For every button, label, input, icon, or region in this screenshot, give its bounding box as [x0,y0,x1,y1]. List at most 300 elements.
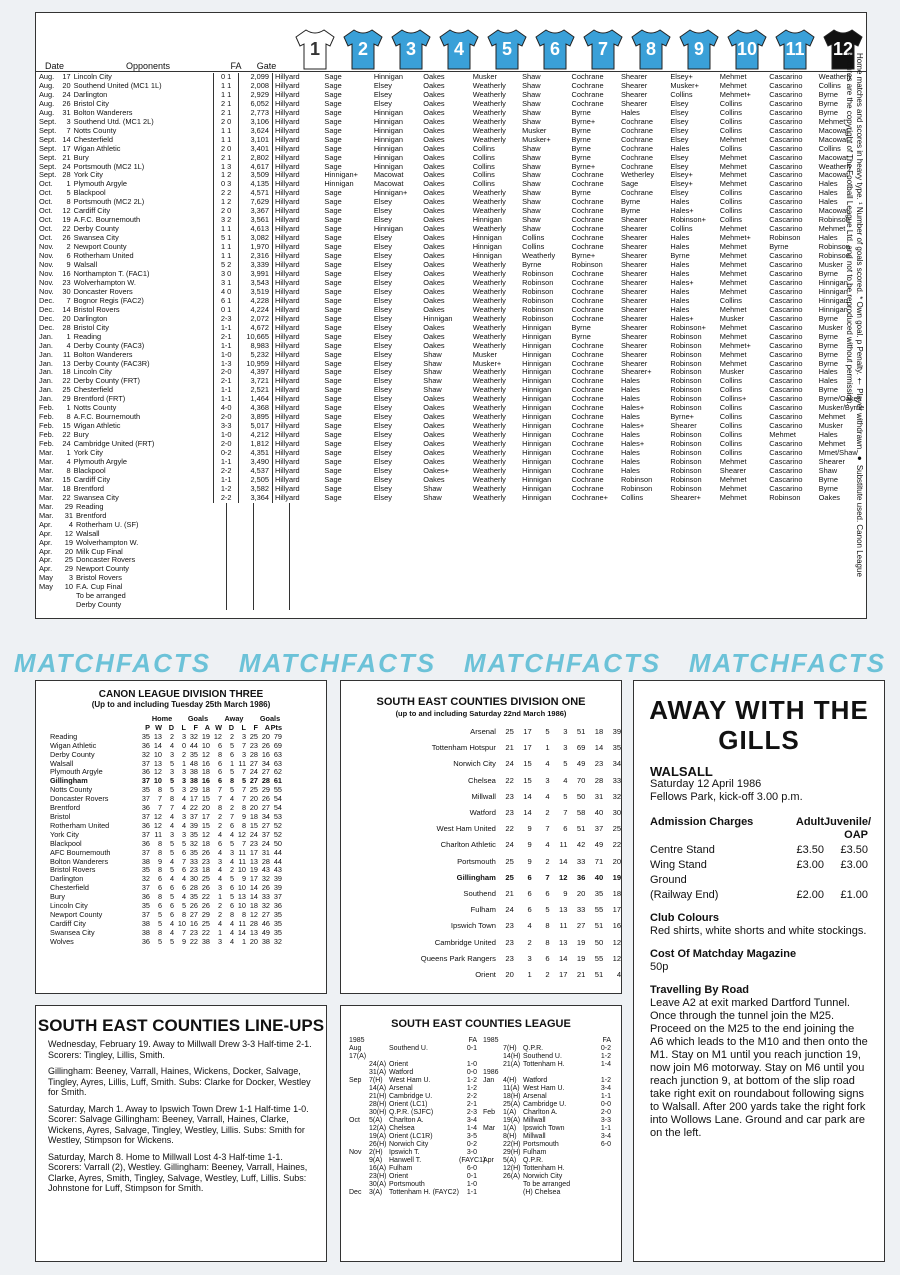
fixture-opponent: Wolverhampton W. [76,538,139,547]
fixture-row [36,368,866,377]
sec-league-cell [483,1053,503,1061]
fixture-opponent: Brentford [73,484,105,493]
fixture-score: 1-1 [213,458,238,467]
fixture-player: Elsey [373,99,392,108]
sec-league-cell: (H) Chelsea [523,1189,561,1196]
league-cell: 55 [273,785,282,795]
fixture-opponent: Bognor Regis (FAC2) [73,296,144,305]
shirt-number: 9 [693,39,704,59]
fixture-player: Cascarino [769,117,803,126]
league-cell: 13 [249,856,258,866]
fixture-opponent: Wigan Athletic [73,422,121,431]
fixture-gate [253,503,290,512]
fixture-player: Elsey [373,449,392,458]
fixture-day: 17 [62,73,71,81]
fixture-day: 3 [66,117,71,126]
fixture-player: Hinnigan [522,323,552,332]
fixture-player: Elsey [373,296,392,305]
fixture-player: Oakes [423,305,445,314]
fixture-month: Feb. [39,440,54,449]
league-cell: 3 [229,847,234,857]
fixture-player: Hillyard [275,422,300,431]
fixture-player: Hinnigan [522,440,552,449]
shirt-row [292,27,866,71]
sec-cell: 39 [612,727,622,736]
fixture-player: Sage [620,180,639,189]
sec-league-line [483,1189,613,1197]
sec-league-cell: 8(H) [503,1133,517,1140]
fixture-player: Hales [670,234,690,243]
fixture-score: 1 1 [213,225,238,234]
fixture-player: Oakes [423,135,445,144]
sec-cell: 7 [545,872,550,882]
fixture-player: Elsey [373,332,392,341]
sec-cell: 3 [527,953,532,963]
fixture-player: Cochrane [571,234,604,243]
sec-cell: 58 [576,808,586,818]
fixture-player: Robinson [522,278,554,287]
sec-cell: 25 [505,872,514,882]
league-cell: 3 [169,829,174,839]
fixture-player: Weatherly [472,278,506,287]
fixture-score: 2 1 [213,100,238,109]
fixture-player: Hinnigan [522,368,552,377]
fixture-gate: 3,106 [238,118,273,127]
league-group-label: Away [224,714,244,723]
fixture-row [36,413,866,422]
fixture-player: Hinnigan+ [373,189,408,198]
fixture-player: Cochrane [571,404,604,413]
sec-league-cell [503,1181,523,1189]
fixture-gate: 3,543 [238,279,273,288]
fixture-month: Nov. [39,278,54,287]
fixture-player: Cascarino [769,341,803,350]
fixture-row [36,467,866,476]
fixture-player: Oakes [423,261,445,270]
league-columns-header [50,724,326,733]
league-cell: 22 [189,936,198,946]
fixture-player: Byrne [818,350,838,359]
fixture-player: Elsey+ [670,73,693,81]
fixture-player: Elsey [373,314,392,323]
fixture-player: Mehmet [719,269,747,278]
fixture-player: Weatherly [472,117,506,126]
fixture-player: Shaw [522,189,541,198]
sec-league-line [349,1181,479,1189]
fixture-player: Wetherley [620,171,655,180]
fixture-player: Elsey [670,126,689,135]
fixture-player: Weatherly [472,440,506,449]
league-cell: 3 [217,856,222,866]
fixture-score: 4-0 [213,404,238,413]
league-cell: 5 [229,838,234,848]
fixture-player: Shaw [423,484,442,493]
fixture-player: Shaw [522,117,541,126]
fixture-player: Hales+ [670,314,694,323]
league-team: Bolton Wanderers [50,856,109,866]
league-cell: 4 [217,874,222,884]
fixture-player: Mehmet [719,457,747,466]
sec-league-cell: Oct [349,1117,360,1124]
league-team: Lincoln City [50,901,88,911]
fixture-player: Cascarino [769,144,803,153]
league-cell: 36 [141,820,150,830]
fixture-score: 1-1 [213,324,238,333]
fixture-player: Sage [324,359,342,368]
fixture-player: Shaw [423,368,442,377]
league-team: Walsall [50,758,74,768]
sec-league-cell: 19(A) [503,1117,521,1124]
sec-league-cell: Watford [389,1069,414,1076]
league-cell: 3 [181,767,186,777]
fixture-player: Hillyard [275,126,300,135]
league-cell: 26 [261,883,270,893]
fixture-player: Byrne [670,252,690,261]
fixture-player: Cochrane [571,216,604,225]
fixture-opponent: Reading [73,332,102,341]
sec-cell: 55 [594,905,604,915]
league-cell: 12 [153,811,162,821]
fixture-player: Elsey [373,243,392,252]
matchfacts-banner [0,648,900,678]
fixture-player: Collins [719,386,742,395]
sec-league-cell: 26(A) [503,1173,521,1180]
sec-league-cell: FA [602,1037,611,1044]
fixture-player: Macowat [818,135,849,144]
league-cell: 24 [261,838,270,848]
fixture-player: Cochrane [571,73,604,81]
league-cell: 36 [273,901,282,911]
fixture-opponent: Plymouth Argyle [73,457,128,466]
sec-cell: 18 [594,727,604,736]
fixture-player: Musker [818,261,843,270]
sec-league-cell: 31(A) [369,1069,387,1076]
league-cell: 12 [201,829,210,839]
sec-league-cell: West Ham U. [523,1085,565,1092]
fixture-player: Byrne [818,108,838,117]
fixture-gate: 4,397 [238,368,273,377]
fixture-opponent: Doncaster Rovers [76,556,136,565]
league-cell: 18 [249,901,258,911]
league-cell: 6 [217,838,222,848]
fixture-player: Shearer [719,466,747,475]
fixture-player: Hillyard [275,332,300,341]
fixture-player: Weatherly [818,162,852,171]
fixture-player: Collins [818,81,841,90]
fixture-player: Byrne [571,135,591,144]
league-cell: 35 [141,901,150,911]
fixture-player: Weatherly [472,493,506,502]
sec-league-cell [483,1173,503,1181]
league-cell: 6 [229,883,234,893]
banner-text: MATCHFACTS [238,648,437,678]
fixture-month: Feb. [39,422,54,431]
league-cell: 20 [261,731,270,741]
fixture-player: Sage [324,243,342,252]
sec-cell: 15 [523,775,532,785]
fixture-player: Hinnigan [373,117,404,126]
fixture-player: Byrne [571,332,591,341]
league-team: Newport County [50,909,103,919]
sec-team: Arsenal [470,727,496,736]
fixture-score: 2-0 [213,413,238,422]
league-cell: 5 [181,901,186,911]
date-header: Date [44,61,64,71]
sec-league-cell: Arsenal [523,1093,547,1100]
league-cell: 35 [273,918,282,928]
sec-league-cell: 14(H) [503,1053,521,1060]
banner-text: MATCHFACTS [463,648,662,678]
fixture-player: Cochrane [571,457,604,466]
sec-division-row [341,870,621,886]
sec-league-line [349,1157,486,1165]
fixture-player: Mehmet [719,180,747,189]
sec-cell: 14 [558,953,568,963]
fixture-player: Mehmet+ [719,341,751,350]
sec-league-cell: 0-2 [466,1141,477,1148]
sec-division-row [341,854,621,870]
league-cell: 6 [157,874,162,884]
fixture-player: Hinnigan [522,457,552,466]
league-cell: 9 [241,874,246,884]
fixture-player: Cascarino [769,314,803,323]
fixture-player: Cochrane [571,484,604,493]
fixture-gate [253,574,290,583]
league-cell: 37 [141,776,150,786]
fixture-player: Shearer [620,225,648,234]
fixture-player: Hillyard [275,368,300,377]
fixture-score: 0 1 [213,306,238,315]
fixture-day: 19 [62,216,71,225]
league-cell: 12 [213,731,222,741]
sec-league-cell [483,1045,503,1053]
fixture-player: Cochrane [571,466,604,475]
fixture-player: Cascarino [769,269,803,278]
fixture-player: Hinnigan [522,484,552,493]
fixture-month: Sept. [39,117,57,126]
fixture-player: Shaw [522,180,541,189]
fixture-gate: 3,339 [238,261,273,270]
fixture-player: Sage [324,341,342,350]
sec-league-line [483,1181,613,1189]
fixture-player: Sage [324,153,342,162]
fixture-player: Hinnigan [522,332,552,341]
league-cell: 13 [249,927,258,937]
sec-league-cell: 1-2 [600,1077,611,1084]
sec-league-cell: Q.P.R. (SJFC) [389,1109,434,1116]
fixture-player: Weatherly [472,296,506,305]
fixture-gate: 4,224 [238,306,273,315]
league-col-header: W [215,722,222,732]
fixture-row [36,521,866,530]
fixture-player: Oakes [423,332,445,341]
sec-team: Fulham [470,905,496,915]
fixture-player: Collins [472,171,495,180]
sec-cell: 25 [505,727,514,736]
sec-league-cell [349,1141,369,1149]
fixture-player: Elsey [670,135,689,144]
fixture-player: Hillyard [275,386,300,395]
fixture-month: Oct. [39,207,53,216]
fixture-score: 1-2 [213,485,238,494]
league-cell: 61 [273,776,282,786]
fixture-player: Oakes [423,90,445,99]
fixture-player: Oakes [423,207,445,216]
league-cell: 26 [201,847,210,857]
fixture-day: 26 [62,234,71,243]
fixture-player: Hales [620,413,640,422]
fixture-player: Elsey [373,457,392,466]
league-cell: 3 [181,785,186,795]
fixture-score: 2 1 [213,109,238,118]
league-cell: 7 [169,803,174,813]
shirt-number: 12 [832,39,854,59]
league-cell: 36 [141,803,150,813]
fixture-player: Mehmet [818,225,846,234]
fixture-player: Oakes [423,153,445,162]
fixture-day: 10 [64,583,73,592]
sec-league-cell: 1-0 [466,1061,477,1068]
fixture-row [36,118,866,127]
league-cell: 5 [157,909,162,919]
sec-cell: 2 [527,937,532,947]
fixture-opponent: Cardiff City [73,475,111,484]
league-cell: 2 [181,749,186,759]
fixture-player: Cascarino [769,386,803,395]
fixture-score: 0-2 [213,449,238,458]
banner-text: MATCHFACTS [13,648,212,678]
league-cell: 5 [157,936,162,946]
sec-league-line [349,1189,479,1197]
sec-cell: 6 [527,905,532,915]
sec-cell: 40 [594,872,604,882]
fixture-score [226,565,253,574]
fixture-player: Hillyard [275,234,300,243]
league-cell: 17 [201,811,210,821]
shirt-number: 8 [645,39,656,59]
fixture-player: Hales+ [620,422,645,431]
fixture-player: Hillyard [275,153,300,162]
fixture-row [36,583,866,592]
fixture-row [36,243,866,252]
shirt-number: 2 [357,39,368,59]
sec-league-cell: 14(A) [369,1085,387,1092]
fixture-player: Hinnigan [818,278,848,287]
fixture-player: Shearer [620,350,648,359]
fixture-player: Shaw [522,153,541,162]
admission-cell: £3.50 [796,844,824,856]
league-cell: 23 [201,856,210,866]
fixture-player: Hillyard [275,440,300,449]
fixture-player: Cochrane [571,377,604,386]
fixture-day: 25 [62,386,71,395]
league-cell: 16 [189,918,198,928]
sec-league-cell [349,1085,369,1093]
fixture-player: Elsey [373,198,392,207]
fixture-player: Shearer [620,278,648,287]
fixture-player: Cascarino [769,81,803,90]
fixture-gate: 1,464 [238,395,273,404]
fixture-player: Musker+ [670,81,699,90]
fixture-day: 26 [62,99,71,108]
fixture-player: Hillyard [275,73,300,81]
sec-team: Orient [475,970,496,980]
fixture-player: Robinson [670,431,702,440]
fixture-gate: 3,561 [238,216,273,225]
league-cell: 14 [153,740,162,750]
league-cell: 7 [217,794,222,804]
fixture-player: Shaw [522,108,541,117]
league-cell: 3 [181,811,186,821]
sec-cell: 33 [576,905,586,915]
league-row [50,866,326,875]
sec-league-cell: 19(A) [369,1133,387,1140]
fixture-player: Hinnigan [522,377,552,386]
fixture-player: Collins [719,189,742,198]
league-cell: 3 [169,749,174,759]
fixture-day: 5 [66,189,71,198]
fixture-month: Jan. [39,332,53,341]
fixture-player: Hales [818,431,838,440]
fixture-day: 22 [62,493,71,502]
fixture-row [36,171,866,180]
sec-team: Charlton Athletic [440,840,496,850]
league-cell: 10 [201,740,210,750]
fixture-player: Macowat [818,171,849,180]
sec-cell: 20 [505,970,514,980]
fixture-day: 8 [66,198,71,207]
league-cell: 29 [261,785,270,795]
sec-league-line [349,1045,479,1061]
fixture-score: 1 1 [213,136,238,145]
fixture-player: Elsey [373,377,392,386]
league-row [50,751,326,760]
league-cell: 27 [261,803,270,813]
fixture-player: Collins [719,144,742,153]
league-cell: 18 [249,811,258,821]
fixture-player: Cochrane [571,440,604,449]
league-cell: 29 [201,909,210,919]
fixture-score: 2-1 [213,377,238,386]
fixture-row [36,386,866,395]
fixture-day: 29 [64,502,73,511]
league-cell: 38 [201,936,210,946]
fixture-month: Aug. [39,108,55,117]
league-cell: 9 [241,811,246,821]
league-cell: 5 [169,892,174,902]
fixture-player: Byrne [571,153,591,162]
fixture-gate [253,601,290,610]
shirt-icon [388,27,434,71]
league-col-header: F [193,722,198,732]
fixture-score: 2-1 [213,333,238,342]
fixture-player: Hinnigan [522,431,552,440]
fixture-player: Oakes [423,73,445,81]
adult-header: Adult [795,816,824,828]
fixture-player: Oakes [423,449,445,458]
league-cell: 8 [157,865,162,875]
fixture-player: Shaw [522,225,541,234]
fixture-gate: 3,082 [238,234,273,243]
fixture-opponent: Swansea City [73,493,119,502]
fixture-gate: 4,135 [238,180,273,189]
league-cell: 35 [189,892,198,902]
league-cell: 14 [249,892,258,902]
shirt-number: 6 [549,39,560,59]
fixture-player: Weatherly [472,305,506,314]
fixture-day: 21 [62,153,71,162]
league-cell: 9 [157,856,162,866]
